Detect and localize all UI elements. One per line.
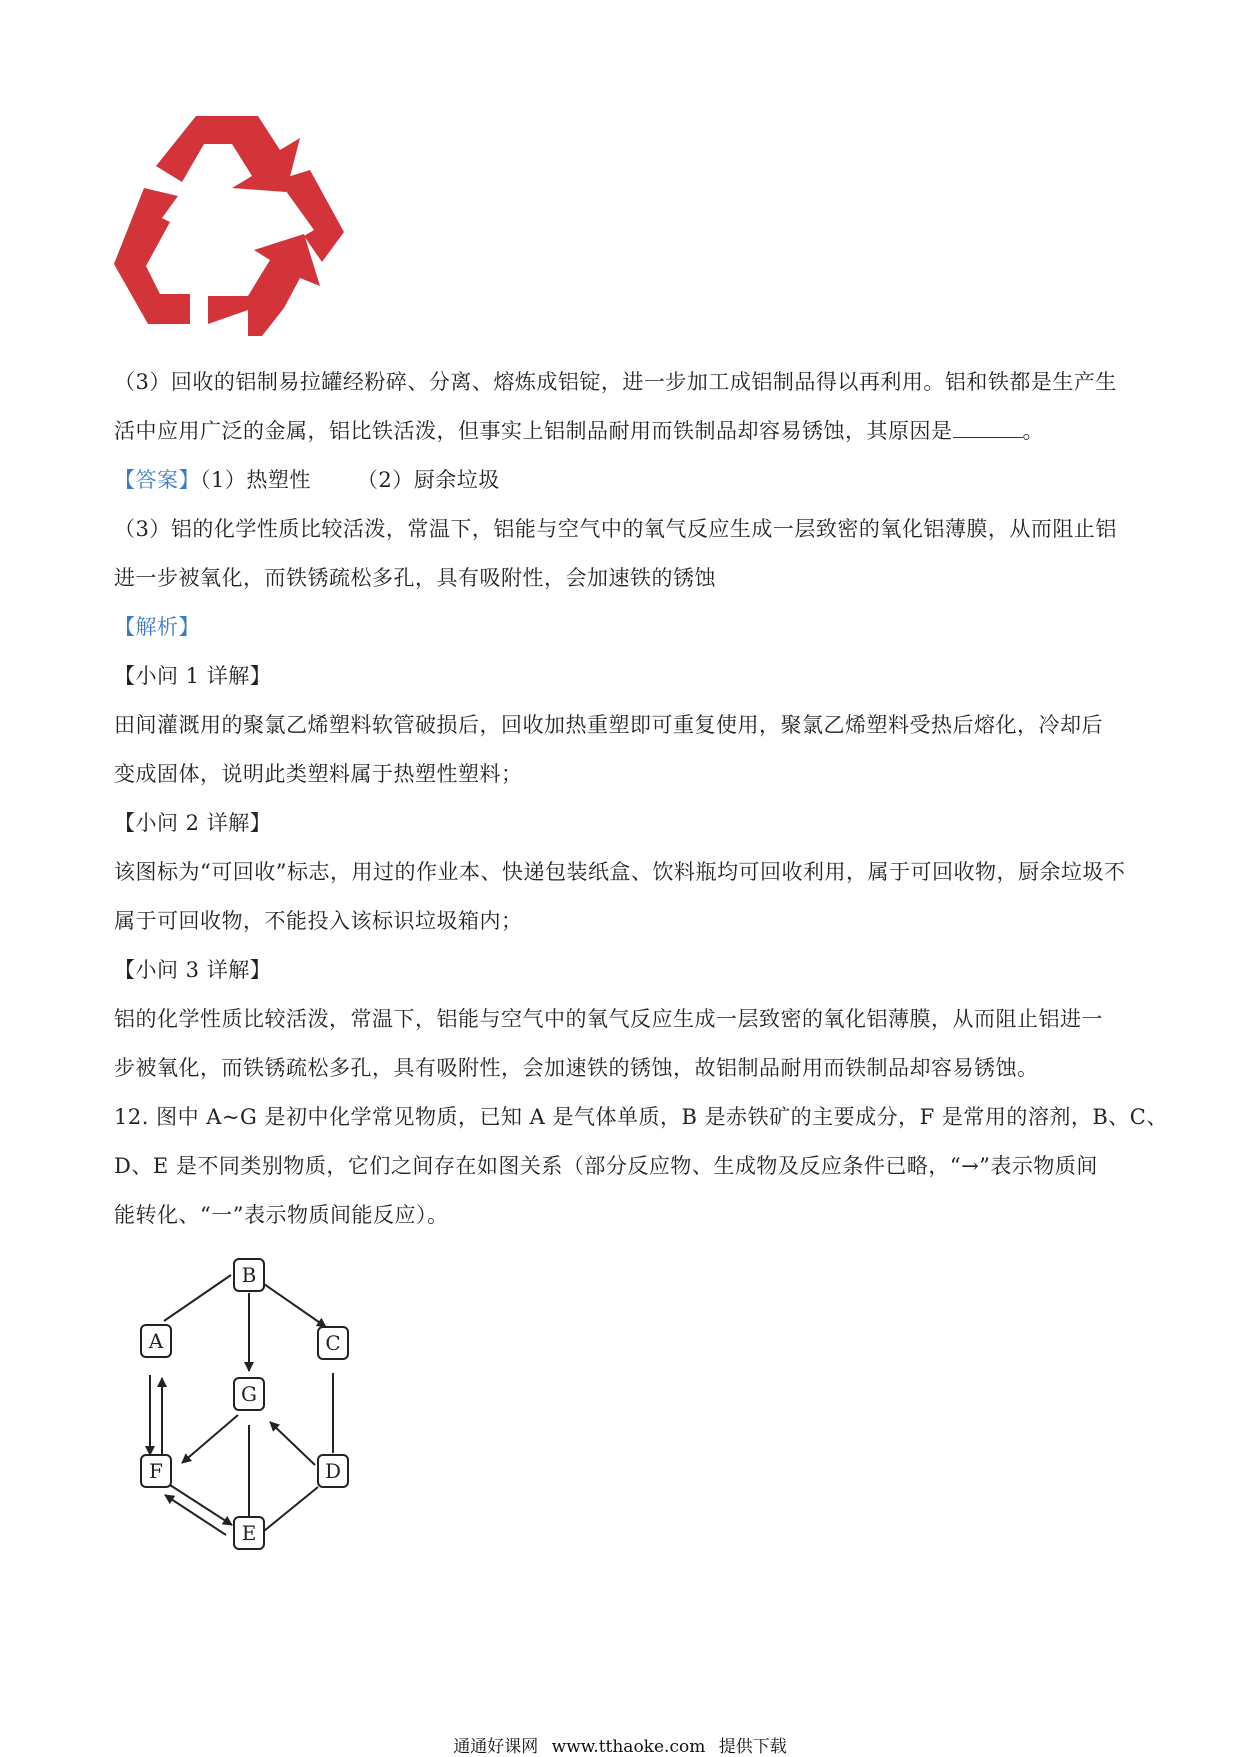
analysis-sub2-line2: 属于可回收物，不能投入该标识垃圾箱内；	[114, 909, 523, 933]
node-e	[234, 1517, 264, 1549]
svg-text:A: A	[148, 1329, 164, 1353]
answer-tag: 【答案】	[114, 468, 200, 492]
footer-site-name: 通通好课网	[453, 1737, 539, 1757]
svg-text:C: C	[325, 1331, 341, 1355]
svg-text:F: F	[149, 1459, 163, 1483]
answer-1: （1）热塑性	[200, 468, 311, 492]
analysis-sub1-line1: 田间灌溉用的聚氯乙烯塑料软管破损后，回收加热重塑即可重复使用，聚氯乙烯塑料受热后熔化，冷却后	[114, 713, 1103, 737]
node-b	[234, 1259, 264, 1291]
q11-part3-line2-text: 活中应用广泛的金属，铝比铁活泼，但事实上铝制品耐用而铁制品却容易锈蚀，其原因是	[114, 419, 953, 443]
svg-text:B: B	[241, 1263, 257, 1287]
q11-part3-line1: （3）回收的铝制易拉罐经粉碎、分离、熔炼成铝锭，进一步加工成铝制品得以再利用。铝和铁都是生产生	[114, 370, 1117, 394]
relationship-diagram	[138, 1255, 378, 1575]
analysis-sub3-title: 【小问 3 详解】	[114, 958, 272, 982]
edge-g-to-f	[182, 1415, 238, 1463]
q12-line2: D、E 是不同类别物质，它们之间存在如图关系（部分反应物、生成物及反应条件已略，“→”表示物质间	[114, 1154, 1098, 1178]
node-f	[141, 1455, 171, 1487]
answer-blank	[953, 415, 1023, 438]
analysis-sub3-line1: 铝的化学性质比较活泼，常温下，铝能与空气中的氧气反应生成一层致密的氧化铝薄膜，从而阻止铝进一	[114, 1007, 1103, 1031]
q12-line3: 能转化、“一”表示物质间能反应）。	[114, 1203, 449, 1227]
q11-part3-line2	[114, 407, 1134, 456]
q12-line1: 12. 图中 A~G 是初中化学常见物质，已知 A 是气体单质，B 是赤铁矿的主要成分，F 是常用的溶剂，B、C、	[114, 1105, 1168, 1129]
edge-d-e	[264, 1487, 318, 1531]
answer-line	[114, 456, 1134, 505]
footer-suffix: 提供下载	[718, 1737, 787, 1757]
analysis-sub3-line2: 步被氧化，而铁锈疏松多孔，具有吸附性，会加速铁的锈蚀，故铝制品耐用而铁制品却容易锈蚀。	[114, 1056, 1039, 1080]
recycle-icon	[108, 110, 348, 340]
edge-d-to-g	[270, 1422, 315, 1465]
node-d	[318, 1455, 348, 1487]
answer-3-line2: 进一步被氧化，而铁锈疏松多孔，具有吸附性，会加速铁的锈蚀	[114, 566, 716, 590]
analysis-sub1-title: 【小问 1 详解】	[114, 664, 272, 688]
page-footer	[0, 1732, 1240, 1757]
q11-part3-line2-end: 。	[1022, 419, 1044, 443]
svg-text:D: D	[324, 1459, 342, 1483]
diagram-nodes	[141, 1259, 348, 1549]
svg-text:G: G	[241, 1382, 257, 1406]
footer-url[interactable]: www.tthaoke.com	[551, 1737, 706, 1757]
answer-3-line1: （3）铝的化学性质比较活泼，常温下，铝能与空气中的氧气反应生成一层致密的氧化铝薄膜，从而阻止铝	[114, 517, 1117, 541]
svg-text:E: E	[241, 1521, 257, 1545]
analysis-tag: 【解析】	[114, 615, 200, 639]
analysis-sub1-line2: 变成固体，说明此类塑料属于热塑性塑料；	[114, 762, 523, 786]
node-c	[318, 1327, 348, 1359]
edge-b-a	[164, 1275, 231, 1321]
node-a	[141, 1325, 171, 1357]
analysis-sub2-title: 【小问 2 详解】	[114, 811, 272, 835]
analysis-sub2-line1: 该图标为“可回收”标志，用过的作业本、快递包装纸盒、饮料瓶均可回收利用，属于可回收物，厨余垃圾不	[114, 860, 1126, 884]
node-g	[234, 1378, 264, 1410]
q11-part3	[114, 358, 1168, 1240]
answer-2: （2）厨余垃圾	[356, 468, 500, 492]
recycle-arrows	[114, 116, 344, 336]
